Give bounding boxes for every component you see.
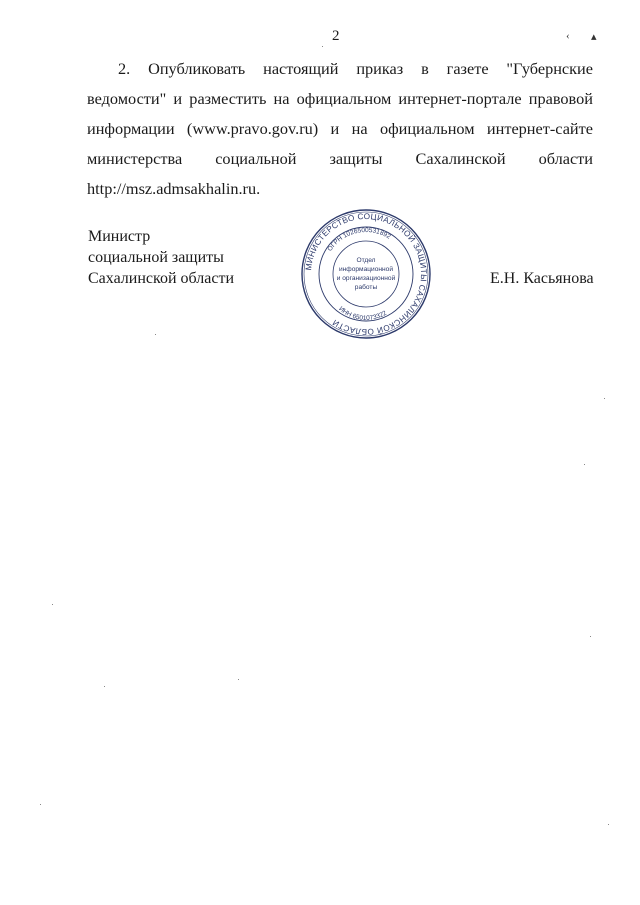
svg-text:ОГРН 1026500531892 [326, 227, 392, 253]
svg-text:ИНН 6501073322 [337, 305, 388, 322]
scan-speck [590, 636, 591, 637]
seal-center-line: работы [354, 284, 378, 291]
signatory-title [88, 226, 234, 289]
signer-name: Е.Н. Касьянова [490, 270, 594, 287]
seal-outer-text: МИНИСТЕРСТВО СОЦИАЛЬНОЙ ЗАЩИТЫ САХАЛИНСКОЙ ОБЛАСТИ [304, 211, 429, 337]
official-seal [300, 208, 432, 340]
seal-ogrn-text: ОГРН 1026500531892 [326, 226, 392, 253]
signatory-title-line: Сахалинской области [88, 270, 235, 287]
signatory-title-line: Министр [88, 228, 151, 245]
scan-speck [52, 604, 53, 605]
seal-inn-text: ИНН 6501073322 [337, 305, 388, 323]
publication-paragraph: 2. Опубликовать настоящий приказ в газете "Губернские ведомости" и разместить на официальном интернет-портале правовой информации (www.pravo.gov.ru) и на официальном интернет-сайте министерства социальной защиты Сахалинской области http://msz.admsakhalin.ru. [87, 59, 593, 198]
signatory-title-line: социальной защиты [88, 249, 224, 266]
corner-mark: ▴ [591, 31, 597, 43]
scan-speck [238, 679, 239, 680]
seal-center-line: Отдел [356, 257, 376, 264]
corner-mark: ‹ [566, 30, 570, 42]
scan-speck [155, 334, 156, 335]
scan-speck [104, 686, 105, 687]
scan-speck [40, 804, 41, 805]
scan-speck [584, 464, 585, 465]
seal-center-line: и организационной [336, 275, 396, 282]
scan-speck [322, 46, 323, 47]
scan-speck [608, 824, 609, 825]
scan-speck [604, 398, 605, 399]
seal-center-line: информационной [338, 266, 394, 273]
page-number: 2 [332, 28, 340, 44]
